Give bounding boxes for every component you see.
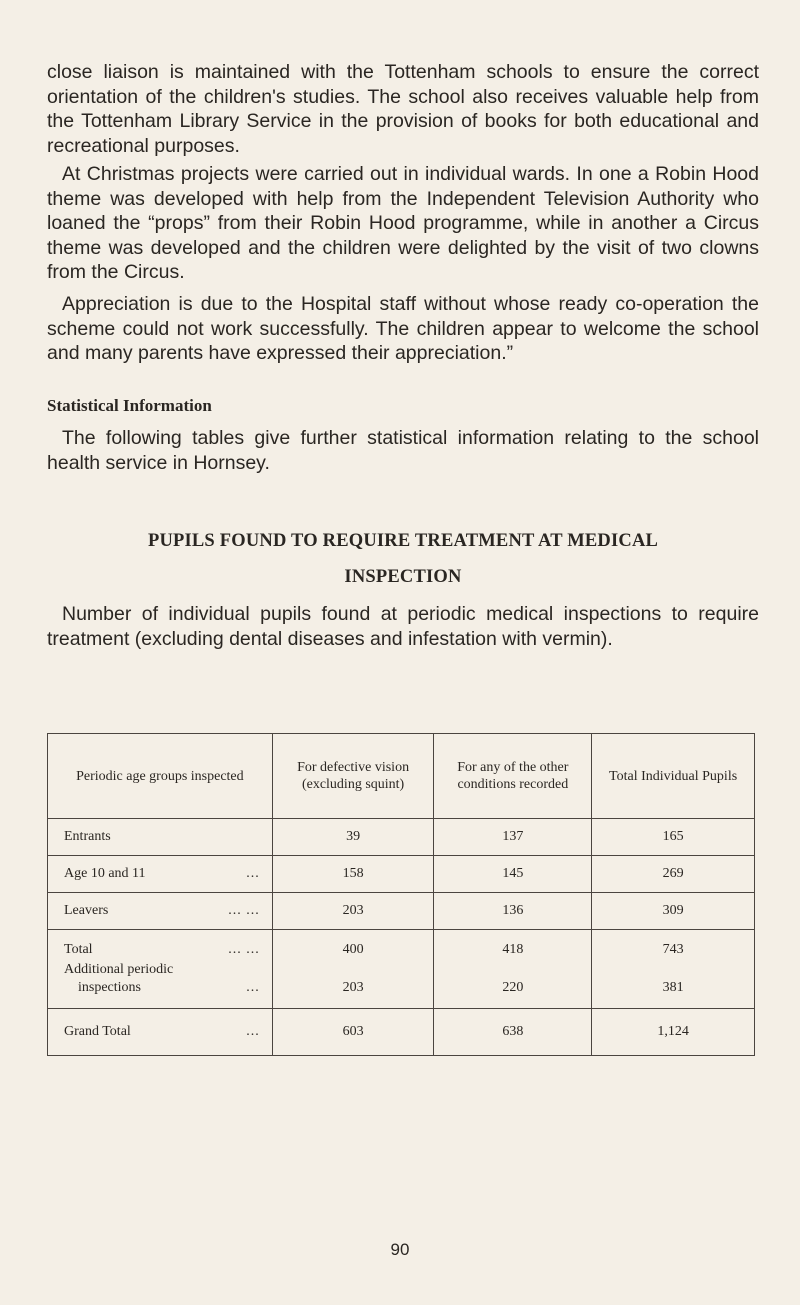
table-title-line-2: INSPECTION: [344, 567, 462, 587]
cell-total-total: 743 381: [592, 930, 755, 1009]
table-row: [48, 893, 755, 930]
header-total-pupils: Total Individual Pupils: [592, 734, 755, 819]
table-intro: Number of individual pupils found at periodic medical inspections to require treatment (excluding dental diseases and infestation with vermin).: [47, 603, 759, 650]
row-label-total: Total ... ... Additional periodic inspections ...: [48, 930, 273, 1009]
paragraph-2: At Christmas projects were carried out in individual wards. In one a Robin Hood theme was developed with help from the Independent Television Authority who loaned the “props” from their Robin Hood programme, while in another a Circus theme was developed and the children were delighted by the visit of two clowns from the Circus.: [47, 163, 759, 283]
paragraph-1: close liaison is maintained with the Tottenham schools to ensure the correct orientation of the children's studies. The school also receives valuable help from the Tottenham Library Service in the provision of books for both educational and recreational purposes.: [47, 61, 759, 157]
paragraph-3: Appreciation is due to the Hospital staff without whose ready co-operation the scheme could not work successfully. The children appear to welcome the school and many parents have expressed their appreciation.”: [47, 293, 759, 364]
table-row: [48, 819, 755, 856]
row-label: Leavers ... ...: [48, 893, 273, 930]
table-header-row: [48, 734, 755, 819]
table-row-total: [48, 930, 755, 1009]
page-number: 90: [390, 1240, 410, 1259]
cell-total: 269: [592, 856, 755, 893]
cell-other: 136: [434, 893, 592, 930]
cell-total-grand: 1,124: [592, 1009, 755, 1056]
cell-vision-total: 400 203: [272, 930, 434, 1009]
cell-other-total: 418 220: [434, 930, 592, 1009]
table-title-line-1: PUPILS FOUND TO REQUIRE TREATMENT AT MEDICAL: [147, 531, 659, 551]
section-heading: Statistical Information: [47, 396, 212, 415]
cell-total: 165: [592, 819, 755, 856]
cell-vision: 158: [272, 856, 434, 893]
cell-vision-grand: 603: [272, 1009, 434, 1056]
cell-other: 145: [434, 856, 592, 893]
section-text: The following tables give further statistical information relating to the school health service in Hornsey.: [47, 427, 759, 474]
row-label-grand-total: Grand Total ...: [48, 1009, 273, 1056]
cell-total: 309: [592, 893, 755, 930]
cell-vision: 39: [272, 819, 434, 856]
header-age-groups: Periodic age groups inspected: [48, 734, 273, 819]
cell-vision: 203: [272, 893, 434, 930]
row-label: Age 10 and 11 ...: [48, 856, 273, 893]
treatment-table: [47, 733, 755, 1056]
header-defective-vision: For defective vision (excluding squint): [272, 734, 434, 819]
table-row-grand-total: [48, 1009, 755, 1056]
table-row: [48, 856, 755, 893]
cell-other-grand: 638: [434, 1009, 592, 1056]
cell-other: 137: [434, 819, 592, 856]
header-other-conditions: For any of the other conditions recorded: [434, 734, 592, 819]
row-label: Entrants: [48, 819, 273, 856]
